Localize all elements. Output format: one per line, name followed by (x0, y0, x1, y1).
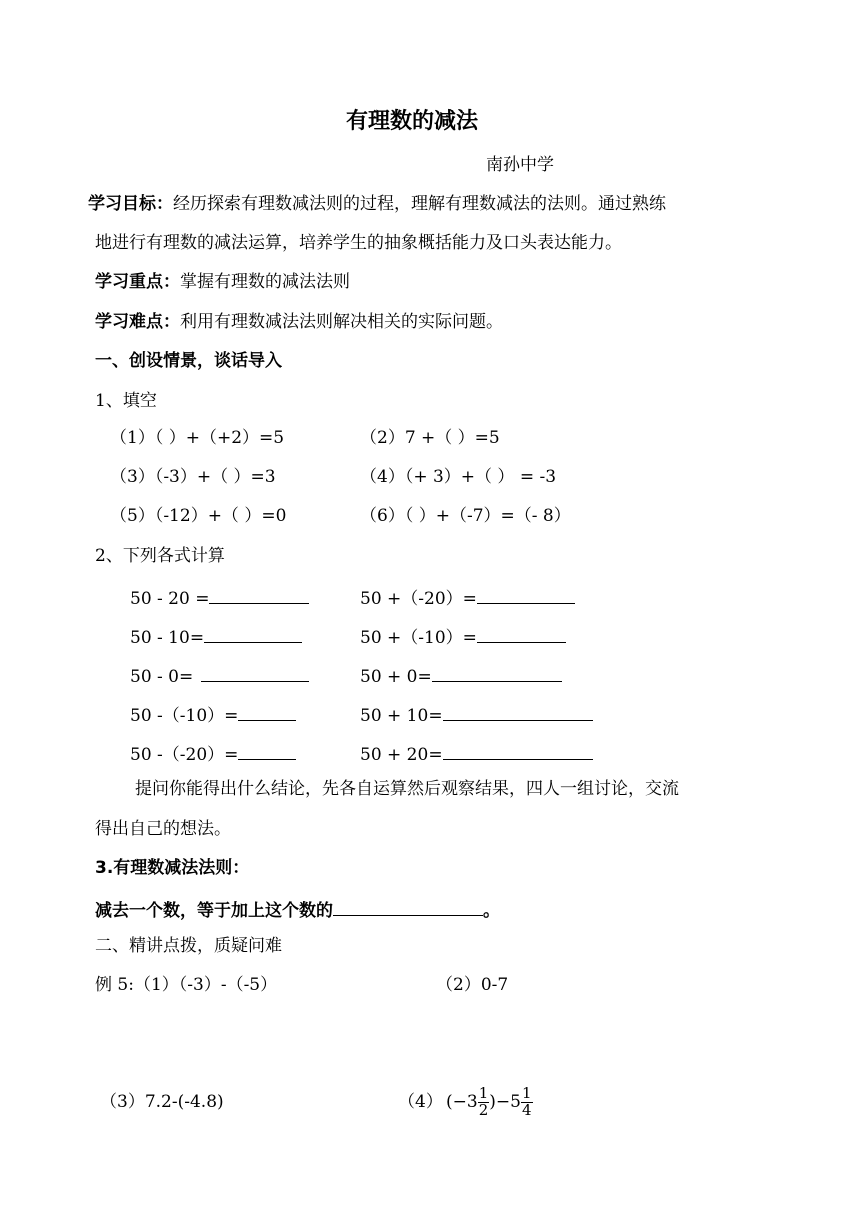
answer-blank[interactable] (443, 704, 593, 721)
difficulty (95, 314, 503, 331)
calc-expr: 50 + 20= (360, 745, 443, 765)
calc-row-4-left (130, 704, 296, 725)
difficulty-label: 学习难点： (95, 312, 180, 332)
calc-expr: 50 - 10= (130, 628, 205, 648)
calc-expr: 50 +（-20）= (360, 589, 477, 609)
fill-item-6: （6）（ ）+（-7）=（- 8） (360, 506, 571, 526)
fill-item-3: （3）（-3）+（ ）=3 (110, 467, 276, 487)
calc-row-1-left (130, 587, 309, 608)
fill-item-4: （4）（+ 3）+（ ） = -3 (360, 467, 557, 487)
fraction-numerator: 1 (478, 1084, 489, 1102)
fraction-one-half (478, 1086, 490, 1119)
answer-blank[interactable] (204, 626, 302, 643)
calc-expr: 50 -（-20）= (130, 745, 239, 765)
rule-text: 减去一个数，等于加上这个数的 (95, 901, 333, 921)
question-2-title: 2、下列各式计算 (95, 546, 225, 566)
fraction-denominator: 2 (478, 1100, 489, 1119)
calc-expr: 50 +（-10）= (360, 628, 477, 648)
objective-text-1: 经历探索有理数减法则的过程，理解有理数减法的法则。通过熟练 (173, 194, 666, 214)
rule-statement (95, 899, 500, 920)
fraction-one-quarter (521, 1086, 533, 1119)
example-5-part-1: 例 5:（1）（-3）-（-5） (95, 975, 278, 995)
example-5-part-4-label: （4） (398, 1092, 443, 1112)
rule-end: 。 (483, 901, 500, 921)
calc-row-5-left (130, 743, 296, 764)
objective-label: 学习目标： (88, 194, 173, 214)
calc-row-4-right (360, 704, 593, 725)
calc-row-3-left (130, 665, 309, 686)
calc-row-2-right (360, 626, 566, 647)
section-1-heading: 一、创设情景，谈话导入 (95, 351, 282, 371)
answer-blank[interactable] (201, 665, 309, 682)
key-point-text: 掌握有理数的减法法则 (180, 272, 350, 292)
calc-row-1-right (360, 587, 575, 608)
fill-item-2: （2）7 +（ ）=5 (360, 428, 500, 448)
fill-item-5: （5）（-12）+（ ）=0 (110, 506, 287, 526)
page-title: 有理数的减法 (346, 109, 479, 134)
answer-blank[interactable] (432, 665, 562, 682)
answer-blank[interactable] (443, 743, 593, 760)
objective-line-1 (88, 196, 666, 213)
section-2-heading: 二、精讲点拨，质疑问难 (95, 936, 282, 956)
key-point-label: 学习重点： (95, 272, 180, 292)
fraction-denominator: 4 (521, 1100, 532, 1119)
example-5-part-3: （3）7.2-(-4.8) (100, 1092, 224, 1112)
school-name: 南孙中学 (486, 155, 554, 175)
calc-expr: 50 -（-10）= (130, 706, 239, 726)
expr-minus: )−5 (489, 1091, 521, 1112)
question-1-title: 1、填空 (95, 391, 157, 411)
answer-blank[interactable] (238, 704, 296, 721)
calc-row-5-right (360, 743, 593, 764)
calc-expr: 50 - 20 = (130, 589, 210, 609)
rule-blank[interactable] (333, 899, 483, 916)
prompt-line-1: 提问你能得出什么结论，先各自运算然后观察结果，四人一组讨论，交流 (135, 779, 679, 799)
expr-open: (−3 (446, 1091, 478, 1112)
fraction-numerator: 1 (521, 1084, 532, 1102)
calc-expr: 50 + 0= (360, 667, 432, 687)
objective-line-2: 地进行有理数的减法运算，培养学生的抽象概括能力及口头表达能力。 (95, 233, 622, 253)
calc-row-2-left (130, 626, 302, 647)
answer-blank[interactable] (238, 743, 296, 760)
calc-row-3-right (360, 665, 562, 686)
answer-blank[interactable] (477, 626, 566, 643)
difficulty-text: 利用有理数减法法则解决相关的实际问题。 (180, 312, 503, 332)
calc-expr: 50 - 0= (130, 667, 194, 687)
answer-blank[interactable] (477, 587, 575, 604)
rule-heading: 3.有理数减法法则： (95, 858, 250, 878)
example-5-part-2: （2）0-7 (436, 975, 509, 995)
answer-blank[interactable] (209, 587, 309, 604)
example-5-part-4-expression (446, 1086, 533, 1119)
fill-item-1: （1）（ ）+（+2）=5 (110, 428, 285, 448)
prompt-line-2: 得出自己的想法。 (95, 819, 231, 839)
calc-expr: 50 + 10= (360, 706, 443, 726)
key-point (95, 274, 350, 291)
